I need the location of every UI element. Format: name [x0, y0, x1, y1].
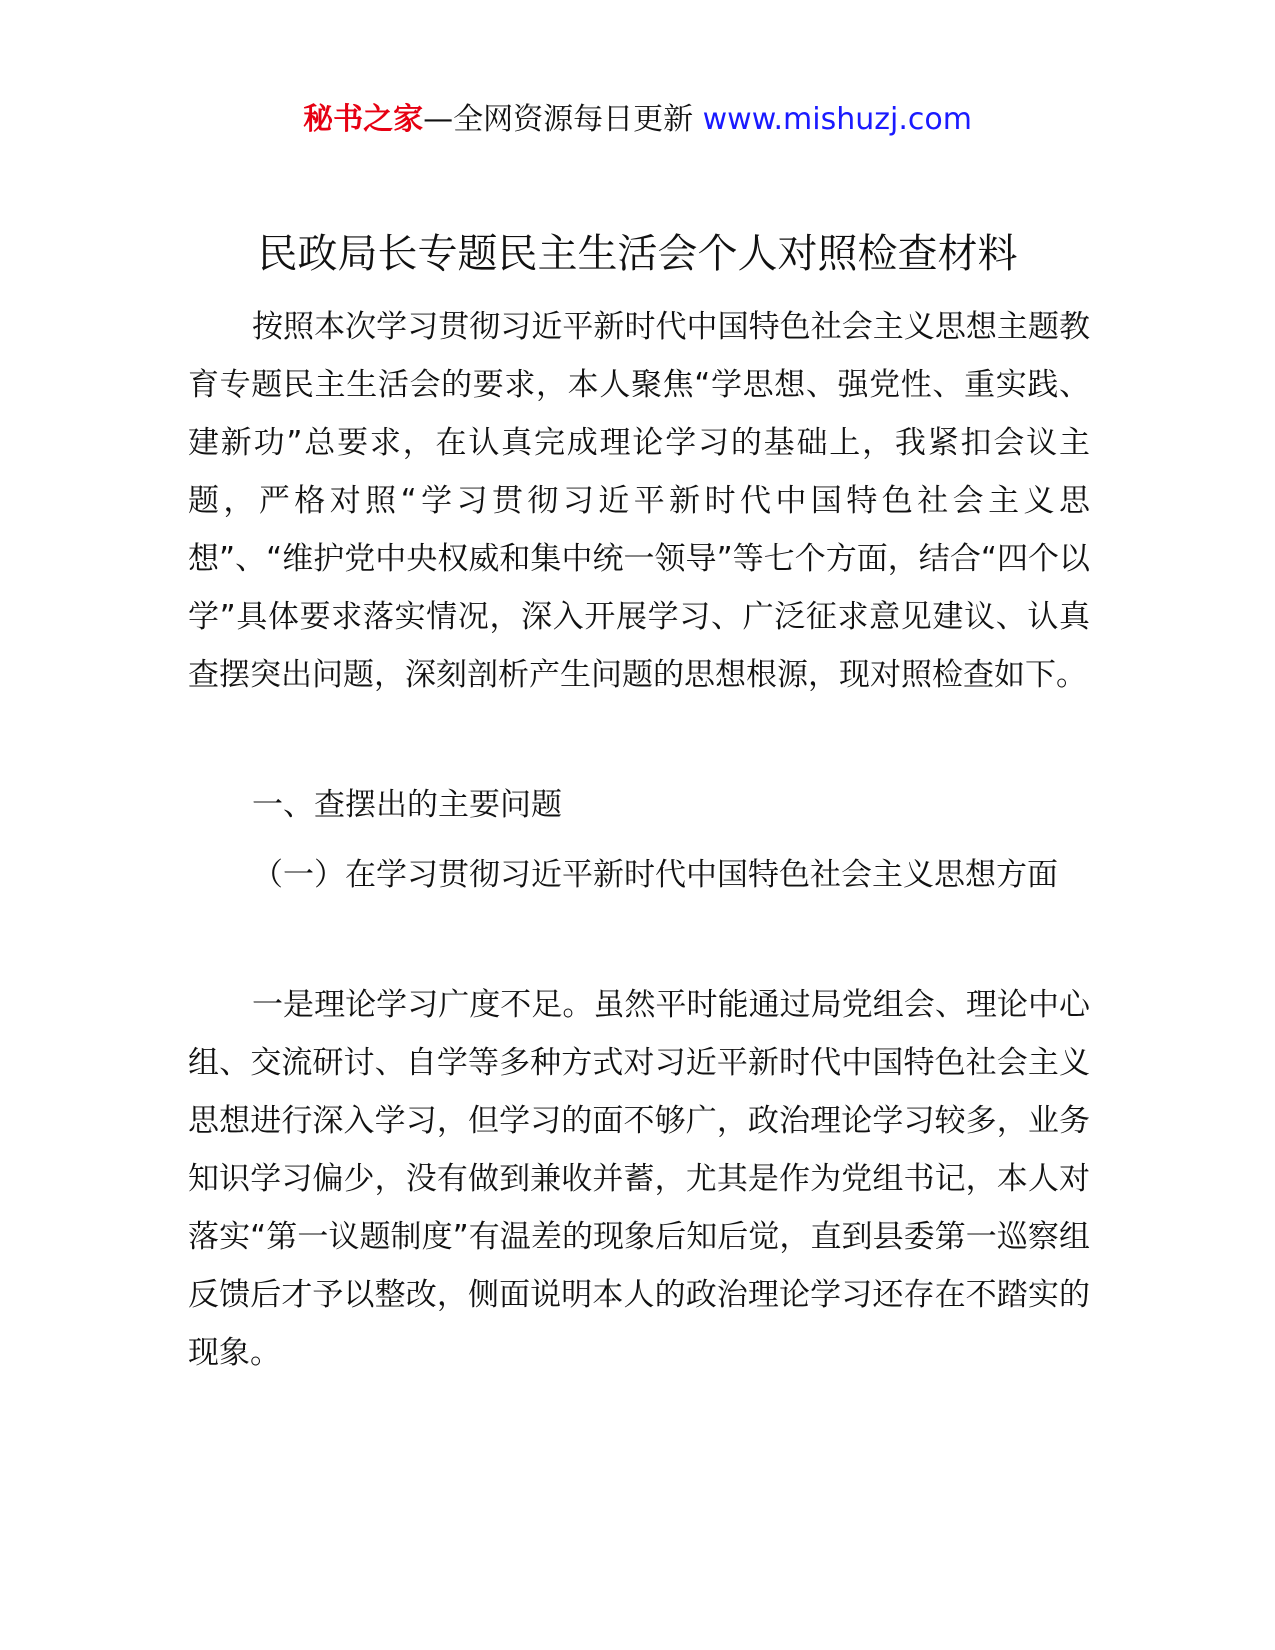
intro-paragraph: 按照本次学习贯彻习近平新时代中国特色社会主义思想主题教育专题民主生活会的要求，本人聚焦“学思想、强党性、重实践、建新功”总要求，在认真完成理论学习的基础上，我紧扣会议主题，严格对照“学习贯彻习近平新时代中国特色社会主义思想”、“维护党中央权威和集中统一领导”等七个方面，结合“四个以学”具体要求落实情况，深入开展学习、广泛征求意见建议、认真查摆突出问题，深刻剖析产生问题的思想根源，现对照检查如下。 [188, 309, 1090, 693]
site-url-link[interactable]: www.mishuzj.com [702, 102, 972, 137]
section-heading: 一、查摆出的主要问题 [252, 787, 562, 823]
body-paragraph: 一是理论学习广度不足。虽然平时能通过局党组会、理论中心组、交流研讨、自学等多种方式对习近平新时代中国特色社会主义思想进行深入学习，但学习的面不够广，政治理论学习较多，业务知识学习偏少，没有做到兼收并蓄，尤其是作为党组书记，本人对落实“第一议题制度”有温差的现象后知后觉，直到县委第一巡察组反馈后才予以整改，侧面说明本人的政治理论学习还存在不踏实的现象。 [188, 987, 1090, 1371]
document-title: 民政局长专题民主生活会个人对照检查材料 [257, 231, 1018, 277]
site-tagline: —全网资源每日更新 [423, 102, 694, 137]
subsection-heading: （一）在学习贯彻习近平新时代中国特色社会主义思想方面 [252, 857, 1058, 893]
site-brand: 秘书之家 [303, 102, 424, 137]
site-header [0, 100, 1275, 140]
